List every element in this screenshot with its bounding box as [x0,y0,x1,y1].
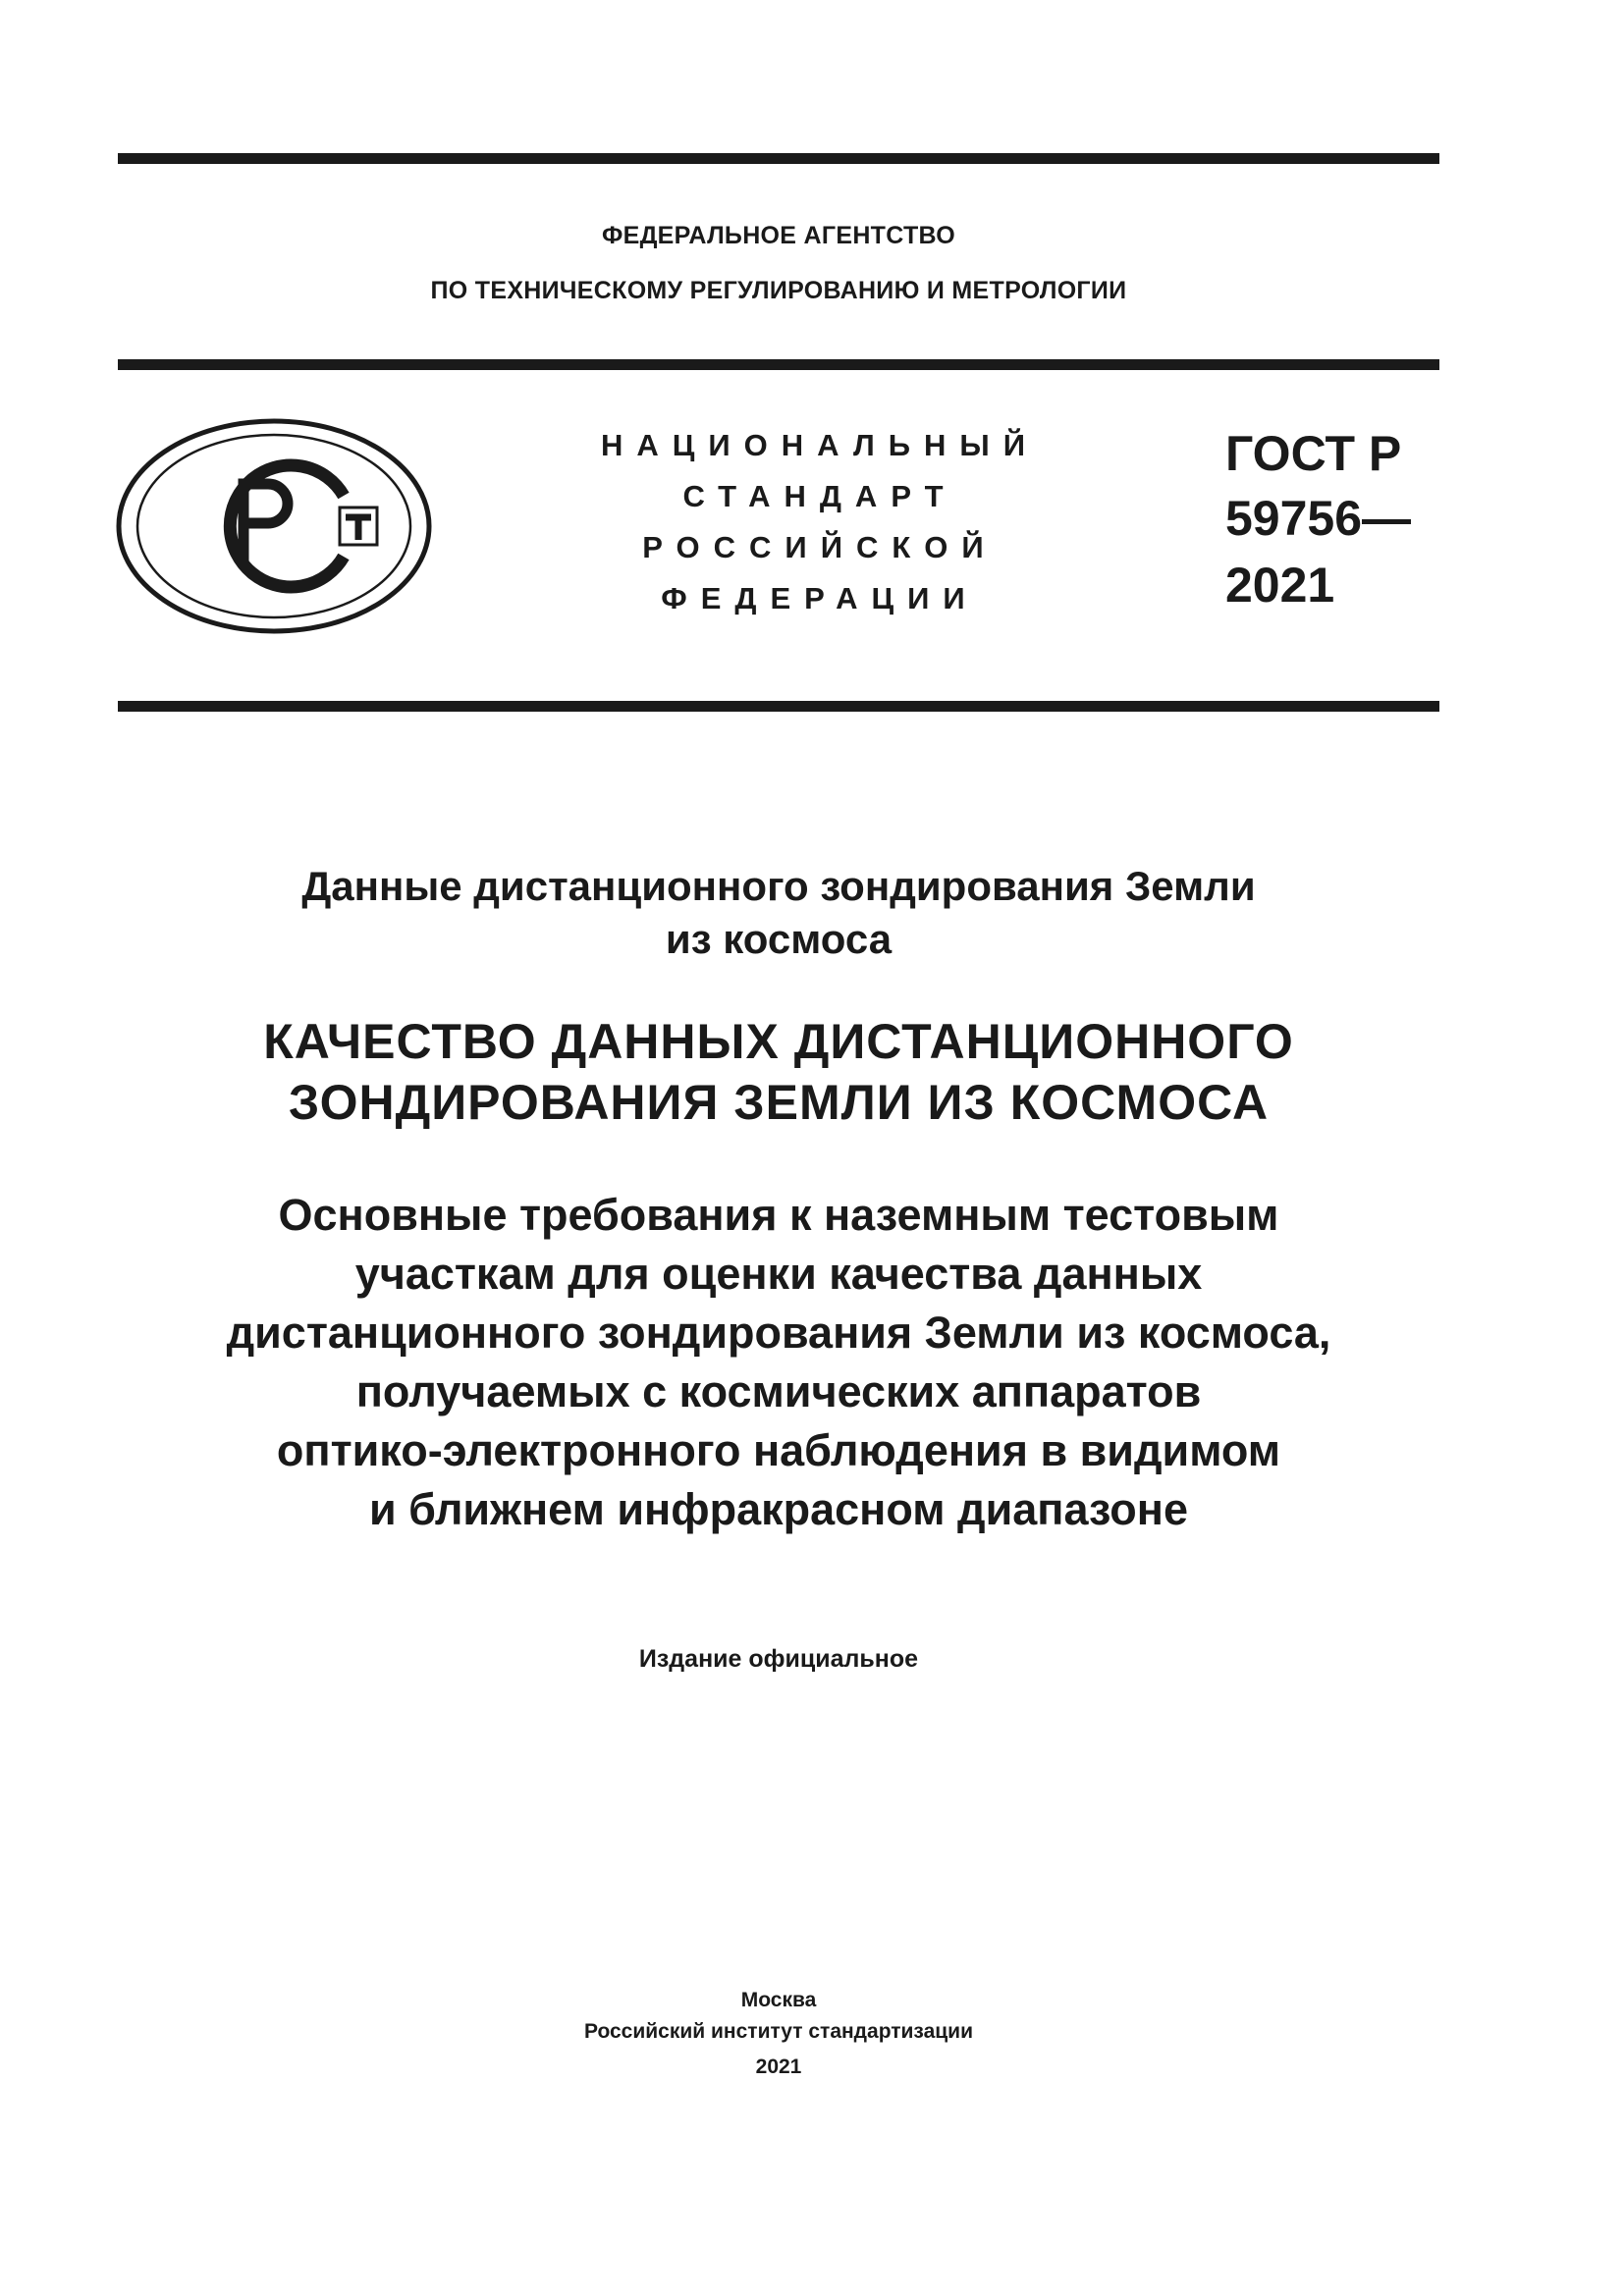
imprint-year: 2021 [755,2056,802,2078]
top-divider [118,153,1439,164]
title-divider [118,701,1439,712]
title-subtitle-line: участкам для оценки качества данных [354,1249,1203,1299]
standard-type-line-2: СТАНДАРТ [682,479,957,513]
title-subtitle-line: Основные требования к наземным тестовым [278,1190,1279,1240]
rst-mark-icon [116,417,432,635]
agency-name-line-2: ПО ТЕХНИЧЕСКОМУ РЕГУЛИРОВАНИЮ И МЕТРОЛОГИИ [430,277,1127,304]
imprint-publisher: Российский институт стандартизации [583,2020,974,2043]
imprint-city: Москва [740,1989,817,2011]
designation-line-1: ГОСТ Р [1225,426,1402,481]
title-subtitle-line: и ближнем инфракрасном диапазоне [368,1484,1189,1534]
title-subtitle [118,1186,1439,1539]
title-subtitle-line: получаемых с космических аппаратов [355,1366,1202,1416]
standard-type-line-4: ФЕДЕРАЦИИ [661,581,979,615]
standard-type-line-1: НАЦИОНАЛЬНЫЙ [600,428,1040,462]
title-main [118,1011,1439,1133]
edition-label: Издание официальное [638,1645,919,1673]
designation-line-3: 2021 [1225,558,1335,613]
title-subtitle-line: дистанционного зондирования Земли из космоса, [226,1308,1331,1358]
title-series [118,860,1439,966]
title-series-line: Данные дистанционного зондирования Земли [301,863,1256,909]
title-main-line: КАЧЕСТВО ДАННЫХ ДИСТАНЦИОННОГО [263,1014,1294,1069]
standard-type-line-3: РОССИЙСКОЙ [642,530,998,564]
designation-line-2: 59756— [1225,491,1412,546]
title-main-line: ЗОНДИРОВАНИЯ ЗЕМЛИ ИЗ КОСМОСА [288,1075,1270,1130]
title-subtitle-line: оптико-электронного наблюдения в видимом [276,1425,1281,1475]
title-series-line: из космоса [665,916,893,962]
agency-name-line-1: ФЕДЕРАЛЬНОЕ АГЕНТСТВО [601,222,956,249]
header-divider [118,359,1439,370]
